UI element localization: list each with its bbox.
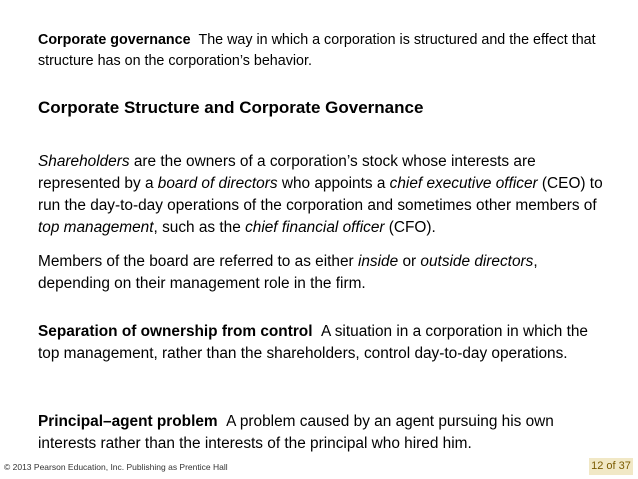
term-shareholders: Shareholders	[38, 153, 130, 170]
paragraph-board-members: Members of the board are referred to as either inside or outside directors, depending on their management role in the firm.	[38, 253, 538, 292]
term-cfo: chief financial officer	[245, 219, 385, 236]
term-top-management: top management	[38, 219, 154, 236]
section-heading: Corporate Structure and Corporate Governance	[38, 98, 424, 117]
definition-term: Separation of ownership from control	[38, 323, 313, 340]
definition-text: A problem caused by an agent pursuing his own interests rather than the interests of the principal who hired him.	[38, 413, 554, 452]
definition-term: Principal–agent problem	[38, 413, 218, 430]
term-outside-directors: outside directors	[420, 253, 534, 270]
definition-separation	[38, 321, 608, 365]
term-ceo: chief executive officer	[389, 175, 538, 192]
page-number-badge: 12 of 37	[589, 458, 633, 475]
copyright-footer: © 2013 Pearson Education, Inc. Publishing as Prentice Hall	[4, 462, 228, 472]
definition-text: A situation in a corporation in which the top management, rather than the shareholders, control day-to-day operations.	[38, 323, 588, 362]
definition-corporate-governance	[38, 30, 608, 71]
definition-text: The way in which a corporation is structured and the effect that structure has on the corporation’s behavior.	[38, 32, 596, 69]
definition-principal-agent	[38, 411, 608, 455]
term-board-of-directors: board of directors	[157, 175, 278, 192]
paragraph-shareholders: Shareholders are the owners of a corporation’s stock whose interests are represented by a board of directors who appoints a chief executive officer (CEO) to run the day-to-day operations of the corporation and sometimes other members of top management, such as the chief financial officer (CFO).	[38, 153, 603, 236]
definition-term: Corporate governance	[38, 32, 191, 48]
term-inside: inside	[357, 253, 399, 270]
